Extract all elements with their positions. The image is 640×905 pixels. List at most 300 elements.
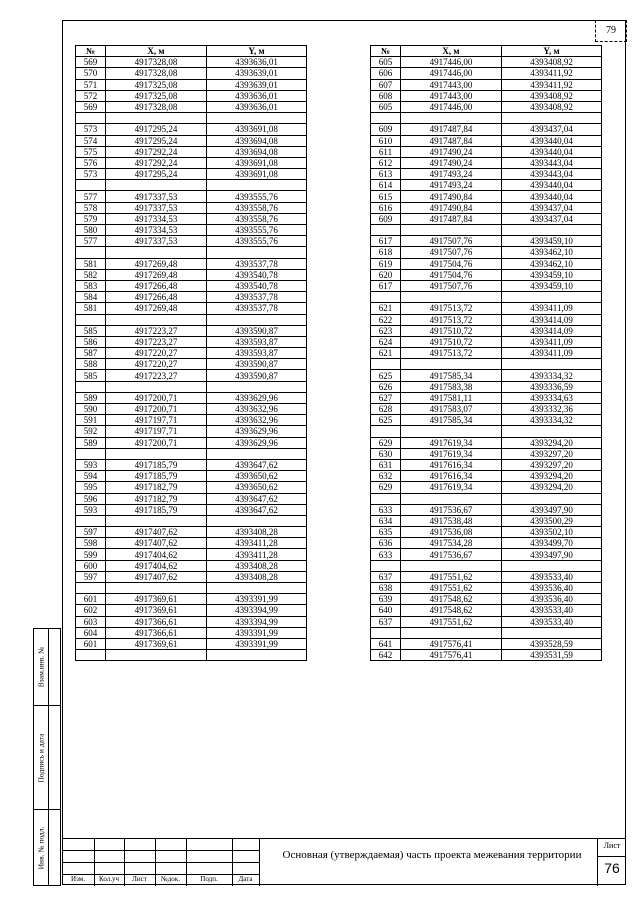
table-row <box>371 191 602 202</box>
cell-num: 583 <box>76 280 106 291</box>
cell-y: 4393555,76 <box>207 236 307 247</box>
cell-y: 4393440,04 <box>502 180 602 191</box>
cell-y: 4393500,29 <box>502 515 602 526</box>
cell-y: 4393528,59 <box>502 638 602 649</box>
cell-x: 4917510,72 <box>401 336 502 347</box>
table-row <box>76 616 307 627</box>
cell-num: 572 <box>76 90 106 101</box>
cell-y: 4393294,20 <box>502 437 602 448</box>
cell-x: 4917536,67 <box>401 504 502 515</box>
cell-y: 4393394,99 <box>207 605 307 616</box>
binding-strip <box>33 628 62 886</box>
table-row <box>371 605 602 616</box>
cell-x <box>106 448 207 459</box>
cell-x: 4917576,41 <box>401 650 502 661</box>
cell-x: 4917369,61 <box>106 594 207 605</box>
cell-y: 4393408,92 <box>502 90 602 101</box>
cell-x <box>401 560 502 571</box>
cell-num: 576 <box>76 157 106 168</box>
table-row <box>76 404 307 415</box>
cell-y: 4393334,32 <box>502 415 602 426</box>
cell-y <box>502 225 602 236</box>
table-row <box>76 225 307 236</box>
cell-y: 4393499,70 <box>502 538 602 549</box>
table-row <box>371 348 602 359</box>
cell-y <box>207 650 307 661</box>
inv-replace-label: Взам.инв. № <box>36 646 46 688</box>
cell-x: 4917446,00 <box>401 57 502 68</box>
cell-y: 4393537,78 <box>207 258 307 269</box>
cell-x: 4917616,34 <box>401 459 502 470</box>
table-row <box>76 303 307 314</box>
cell-x: 4917507,76 <box>401 280 502 291</box>
header-x: X, м <box>401 46 502 57</box>
cell-y <box>207 113 307 124</box>
header-num: № <box>76 46 106 57</box>
table-spacer-row <box>76 381 307 392</box>
cell-y: 4393440,04 <box>502 135 602 146</box>
cell-x <box>106 381 207 392</box>
cell-y: 4393440,04 <box>502 146 602 157</box>
cell-num: 581 <box>76 303 106 314</box>
cell-x: 4917576,41 <box>401 638 502 649</box>
table-row <box>76 359 307 370</box>
table-row <box>371 415 602 426</box>
cell-num <box>76 247 106 258</box>
cell-x: 4917534,28 <box>401 538 502 549</box>
table-row <box>371 146 602 157</box>
table-row <box>371 650 602 661</box>
cell-num: 621 <box>371 348 401 359</box>
cell-y: 4393694,08 <box>207 135 307 146</box>
cell-y: 4393590,87 <box>207 359 307 370</box>
cell-y <box>502 359 602 370</box>
cell-x: 4917197,71 <box>106 415 207 426</box>
table-row <box>76 157 307 168</box>
cell-y: 4393629,96 <box>207 426 307 437</box>
cell-x: 4917366,61 <box>106 616 207 627</box>
cell-num <box>76 180 106 191</box>
cell-y: 4393533,40 <box>502 616 602 627</box>
cell-x: 4917616,34 <box>401 471 502 482</box>
cell-y: 4393294,20 <box>502 471 602 482</box>
cell-y: 4393334,63 <box>502 392 602 403</box>
cell-y: 4393558,76 <box>207 213 307 224</box>
table-row <box>76 202 307 213</box>
cell-y: 4393694,08 <box>207 146 307 157</box>
cell-y <box>502 493 602 504</box>
cell-num: 586 <box>76 336 106 347</box>
sheet-number: 76 <box>604 860 620 876</box>
cell-y: 4393294,20 <box>502 482 602 493</box>
cell-num: 599 <box>76 549 106 560</box>
table-row <box>76 605 307 616</box>
cell-x: 4917490,24 <box>401 146 502 157</box>
cell-num: 612 <box>371 157 401 168</box>
table-row <box>76 169 307 180</box>
cell-x: 4917366,61 <box>106 627 207 638</box>
table-row <box>76 336 307 347</box>
table-row <box>371 202 602 213</box>
table-row <box>76 437 307 448</box>
cell-num: 633 <box>371 504 401 515</box>
inv-orig-label: Инв. № подл. <box>36 826 46 869</box>
cell-num: 574 <box>76 135 106 146</box>
cell-num: 605 <box>371 57 401 68</box>
cell-num: 593 <box>76 459 106 470</box>
table-row <box>76 292 307 303</box>
cell-num: 629 <box>371 437 401 448</box>
cell-x: 4917510,72 <box>401 325 502 336</box>
cell-x: 4917328,08 <box>106 68 207 79</box>
table-row <box>371 269 602 280</box>
table-spacer-row <box>371 627 602 638</box>
table-row <box>371 404 602 415</box>
table-row <box>371 549 602 560</box>
cell-num: 623 <box>371 325 401 336</box>
table-row <box>371 459 602 470</box>
table-row <box>371 247 602 258</box>
cell-y: 4393593,87 <box>207 348 307 359</box>
table-row <box>76 459 307 470</box>
cell-num: 639 <box>371 594 401 605</box>
cell-y: 4393636,01 <box>207 90 307 101</box>
cell-x: 4917185,79 <box>106 504 207 515</box>
cell-num <box>76 448 106 459</box>
cell-num: 577 <box>76 236 106 247</box>
table-row <box>371 101 602 112</box>
cell-y: 4393411,92 <box>502 68 602 79</box>
cell-num: 640 <box>371 605 401 616</box>
cell-x: 4917266,48 <box>106 292 207 303</box>
cell-num: 614 <box>371 180 401 191</box>
cell-x: 4917328,08 <box>106 101 207 112</box>
table-row <box>371 571 602 582</box>
cell-num: 611 <box>371 146 401 157</box>
table-row <box>76 638 307 649</box>
cell-x: 4917269,48 <box>106 269 207 280</box>
cell-y: 4393558,76 <box>207 202 307 213</box>
cell-num: 608 <box>371 90 401 101</box>
table-spacer-row <box>76 515 307 526</box>
cell-num: 617 <box>371 236 401 247</box>
inv-orig-cell <box>33 809 61 886</box>
table-row <box>76 527 307 538</box>
cell-x <box>106 515 207 526</box>
cell-y: 4393533,40 <box>502 571 602 582</box>
table-row <box>371 336 602 347</box>
cell-x: 4917220,27 <box>106 359 207 370</box>
coordinates-table-left <box>75 45 307 661</box>
cell-num: 617 <box>371 280 401 291</box>
cell-y: 4393497,90 <box>502 504 602 515</box>
cell-num: 569 <box>76 101 106 112</box>
table-row <box>76 146 307 157</box>
cell-y: 4393691,08 <box>207 157 307 168</box>
cell-num: 642 <box>371 650 401 661</box>
table-row <box>371 437 602 448</box>
table-row <box>371 392 602 403</box>
table-row <box>371 594 602 605</box>
cell-x: 4917269,48 <box>106 258 207 269</box>
cell-x: 4917619,34 <box>401 437 502 448</box>
table-row <box>371 583 602 594</box>
cell-y: 4393394,99 <box>207 616 307 627</box>
table-row <box>76 571 307 582</box>
col-data: Дата <box>238 875 253 883</box>
cell-num: 616 <box>371 202 401 213</box>
table-row <box>371 258 602 269</box>
cell-num: 587 <box>76 348 106 359</box>
header-num: № <box>371 46 401 57</box>
cell-y <box>207 448 307 459</box>
table-row <box>371 314 602 325</box>
cell-num <box>371 627 401 638</box>
cell-num: 622 <box>371 314 401 325</box>
cell-x <box>106 247 207 258</box>
table-spacer-row <box>371 225 602 236</box>
cell-y <box>207 180 307 191</box>
cell-num: 615 <box>371 191 401 202</box>
cell-y: 4393411,09 <box>502 336 602 347</box>
cell-num <box>76 650 106 661</box>
cell-y: 4393650,62 <box>207 482 307 493</box>
cell-y: 4393533,40 <box>502 605 602 616</box>
cell-num <box>371 113 401 124</box>
cell-x: 4917182,79 <box>106 482 207 493</box>
cell-y: 4393639,01 <box>207 68 307 79</box>
table-row <box>76 213 307 224</box>
cell-x: 4917581,11 <box>401 392 502 403</box>
cell-x: 4917292,24 <box>106 157 207 168</box>
cell-x: 4917223,27 <box>106 325 207 336</box>
cell-x: 4917487,84 <box>401 135 502 146</box>
cell-num: 600 <box>76 560 106 571</box>
cell-x <box>106 113 207 124</box>
cell-x: 4917490,84 <box>401 191 502 202</box>
cell-y <box>207 583 307 594</box>
cell-y: 4393408,28 <box>207 560 307 571</box>
cell-num: 637 <box>371 571 401 582</box>
table-row <box>371 213 602 224</box>
cell-y: 4393636,01 <box>207 57 307 68</box>
cell-y: 4393459,10 <box>502 269 602 280</box>
table-row <box>371 236 602 247</box>
cell-num: 607 <box>371 79 401 90</box>
table-spacer-row <box>76 180 307 191</box>
table-spacer-row <box>371 426 602 437</box>
cell-x: 4917407,62 <box>106 538 207 549</box>
cell-num: 636 <box>371 538 401 549</box>
cell-y: 4393437,04 <box>502 124 602 135</box>
table-row <box>76 79 307 90</box>
cell-y: 4393440,04 <box>502 191 602 202</box>
table-header-row <box>371 46 602 57</box>
title-block <box>62 838 626 886</box>
table-row <box>371 303 602 314</box>
table-row <box>76 415 307 426</box>
cell-x: 4917185,79 <box>106 459 207 470</box>
cell-y: 4393537,78 <box>207 303 307 314</box>
cell-y: 4393537,78 <box>207 292 307 303</box>
cell-num <box>76 113 106 124</box>
cell-y <box>207 381 307 392</box>
cell-num: 638 <box>371 583 401 594</box>
cell-num: 609 <box>371 124 401 135</box>
cell-num: 625 <box>371 370 401 381</box>
cell-x: 4917369,61 <box>106 605 207 616</box>
cell-x: 4917583,07 <box>401 404 502 415</box>
cell-x <box>106 583 207 594</box>
cell-y <box>502 560 602 571</box>
cell-x: 4917490,24 <box>401 157 502 168</box>
table-row <box>371 280 602 291</box>
table-row <box>76 627 307 638</box>
header-y: Y, м <box>207 46 307 57</box>
table-row <box>371 370 602 381</box>
cell-x: 4917513,72 <box>401 314 502 325</box>
table-row <box>76 325 307 336</box>
cell-x: 4917548,62 <box>401 594 502 605</box>
cell-y: 4393408,28 <box>207 527 307 538</box>
cell-num: 580 <box>76 225 106 236</box>
cell-x: 4917487,84 <box>401 213 502 224</box>
cell-x: 4917619,34 <box>401 448 502 459</box>
cell-y: 4393443,04 <box>502 169 602 180</box>
col-koluch: Кол.уч <box>99 875 119 883</box>
cell-num: 628 <box>371 404 401 415</box>
cell-x: 4917337,53 <box>106 191 207 202</box>
cell-y: 4393590,87 <box>207 370 307 381</box>
cell-num: 596 <box>76 493 106 504</box>
cell-num: 598 <box>76 538 106 549</box>
document-title: Основная (утверждаемая) часть проекта межевания территории <box>282 849 582 861</box>
table-row <box>371 471 602 482</box>
cell-num: 589 <box>76 392 106 403</box>
table-row <box>76 370 307 381</box>
cell-y <box>502 113 602 124</box>
table-spacer-row <box>371 493 602 504</box>
cell-x: 4917328,08 <box>106 57 207 68</box>
cell-y <box>207 314 307 325</box>
cell-x: 4917504,76 <box>401 269 502 280</box>
cell-y: 4393691,08 <box>207 124 307 135</box>
cell-x: 4917446,00 <box>401 101 502 112</box>
cell-y <box>207 515 307 526</box>
cell-x <box>401 426 502 437</box>
cell-x: 4917507,76 <box>401 236 502 247</box>
cell-y: 4393502,10 <box>502 527 602 538</box>
cell-num: 625 <box>371 415 401 426</box>
cell-num: 578 <box>76 202 106 213</box>
cell-y: 4393336,59 <box>502 381 602 392</box>
table-row <box>371 325 602 336</box>
cell-y: 4393462,10 <box>502 258 602 269</box>
cell-x <box>401 292 502 303</box>
table-row <box>371 180 602 191</box>
cell-y: 4393437,04 <box>502 202 602 213</box>
cell-y: 4393536,40 <box>502 583 602 594</box>
cell-num: 606 <box>371 68 401 79</box>
cell-x: 4917619,34 <box>401 482 502 493</box>
table-row <box>371 157 602 168</box>
table-spacer-row <box>371 292 602 303</box>
cell-num: 601 <box>76 594 106 605</box>
cell-y: 4393411,09 <box>502 303 602 314</box>
table-row <box>76 504 307 515</box>
cell-y: 4393531,59 <box>502 650 602 661</box>
cell-x: 4917493,24 <box>401 180 502 191</box>
cell-x: 4917583,38 <box>401 381 502 392</box>
cell-y: 4393497,90 <box>502 549 602 560</box>
cell-num: 610 <box>371 135 401 146</box>
cell-y: 4393632,96 <box>207 415 307 426</box>
col-izm: Изм. <box>71 875 85 883</box>
cell-num: 603 <box>76 616 106 627</box>
cell-num: 632 <box>371 471 401 482</box>
cell-num: 620 <box>371 269 401 280</box>
cell-num: 569 <box>76 57 106 68</box>
cell-y: 4393332,36 <box>502 404 602 415</box>
cell-num: 609 <box>371 213 401 224</box>
table-row <box>371 57 602 68</box>
cell-num: 597 <box>76 527 106 538</box>
table-spacer-row <box>76 448 307 459</box>
table-row <box>371 68 602 79</box>
cell-num: 582 <box>76 269 106 280</box>
cell-num: 626 <box>371 381 401 392</box>
cell-x: 4917507,76 <box>401 247 502 258</box>
cell-num: 584 <box>76 292 106 303</box>
cell-num: 579 <box>76 213 106 224</box>
cell-y: 4393632,96 <box>207 404 307 415</box>
table-row <box>76 90 307 101</box>
table-row <box>371 638 602 649</box>
cell-num: 585 <box>76 370 106 381</box>
cell-num: 573 <box>76 169 106 180</box>
sign-date-label: Подпись и дата <box>36 733 46 782</box>
cell-x: 4917585,34 <box>401 415 502 426</box>
cell-num <box>371 359 401 370</box>
cell-x: 4917220,27 <box>106 348 207 359</box>
table-row <box>76 549 307 560</box>
cell-y: 4393691,08 <box>207 169 307 180</box>
cell-num: 629 <box>371 482 401 493</box>
cell-x: 4917443,00 <box>401 90 502 101</box>
cell-num: 635 <box>371 527 401 538</box>
cell-num: 624 <box>371 336 401 347</box>
table-row <box>76 258 307 269</box>
cell-x: 4917490,84 <box>401 202 502 213</box>
cell-x: 4917369,61 <box>106 638 207 649</box>
cell-num: 601 <box>76 638 106 649</box>
table-row <box>371 79 602 90</box>
cell-y: 4393411,09 <box>502 348 602 359</box>
cell-y: 4393555,76 <box>207 191 307 202</box>
cell-x: 4917504,76 <box>401 258 502 269</box>
cell-y: 4393391,99 <box>207 638 307 649</box>
cell-y: 4393459,10 <box>502 236 602 247</box>
col-podp: Подп. <box>200 875 218 883</box>
table-header-row <box>76 46 307 57</box>
cell-x: 4917538,48 <box>401 515 502 526</box>
cell-y: 4393408,92 <box>502 101 602 112</box>
cell-x: 4917295,24 <box>106 135 207 146</box>
cell-x: 4917551,62 <box>401 583 502 594</box>
cell-y: 4393629,96 <box>207 437 307 448</box>
cell-num: 630 <box>371 448 401 459</box>
cell-x: 4917337,53 <box>106 236 207 247</box>
